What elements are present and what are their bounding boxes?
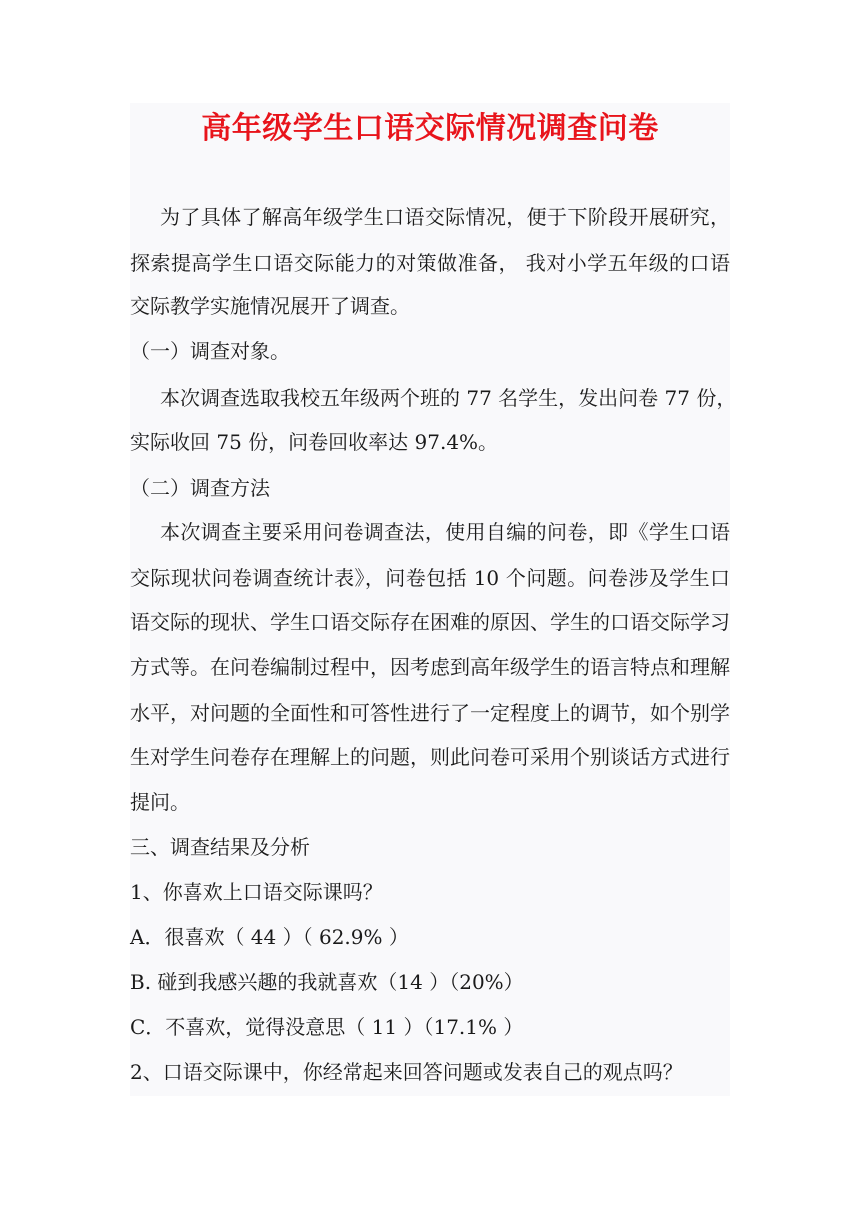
answer-option: B. 碰到我感兴趣的我就喜欢（14 ）（20%）	[130, 970, 524, 994]
paragraph-line: 本次调查主要采用问卷调查法，使用自编的问卷，即《学生口语	[160, 520, 730, 544]
paragraph-line: 本次调查选取我校五年级两个班的 77 名学生，发出问卷 77 份，	[160, 386, 737, 410]
question-line: 2、口语交际课中，你经常起来回答问题或发表自己的观点吗？	[130, 1060, 683, 1084]
section-heading: （一）调查对象。	[130, 339, 290, 363]
document-page	[130, 103, 737, 1096]
paragraph-line: 探索提高学生口语交际能力的对策做准备， 我对小学五年级的口语	[130, 251, 730, 275]
paragraph-line: 为了具体了解高年级学生口语交际情况，便于下阶段开展研究，	[160, 205, 730, 229]
paragraph-line: 提问。	[130, 790, 190, 814]
question-line: 1、你喜欢上口语交际课吗？	[130, 880, 383, 904]
paragraph-line: 交际教学实施情况展开了调查。	[130, 294, 410, 318]
paragraph-line: 方式等。在问卷编制过程中，因考虑到高年级学生的语言特点和理解	[130, 655, 730, 679]
paragraph-line: 生对学生问卷存在理解上的问题，则此问卷可采用个别谈话方式进行	[130, 745, 730, 769]
section-heading: （二）调查方法	[130, 476, 270, 500]
document-title: 高年级学生口语交际情况调查问卷	[201, 111, 659, 146]
paragraph-line: 语交际的现状、学生口语交际存在困难的原因、学生的口语交际学习	[130, 610, 730, 634]
paragraph-line: 水平，对问题的全面性和可答性进行了一定程度上的调节，如个别学	[130, 701, 730, 725]
section-heading: 三、调查结果及分析	[130, 835, 310, 859]
paragraph-line: 实际收回 75 份，问卷回收率达 97.4%。	[130, 430, 499, 454]
paragraph-line: 交际现状问卷调查统计表》，问卷包括 10 个问题。问卷涉及学生口	[130, 566, 730, 590]
answer-option: C．不喜欢，觉得没意思（ 11 ）（17.1% ）	[130, 1015, 524, 1039]
answer-option: A．很喜欢（ 44 ）（ 62.9% ）	[130, 925, 409, 949]
